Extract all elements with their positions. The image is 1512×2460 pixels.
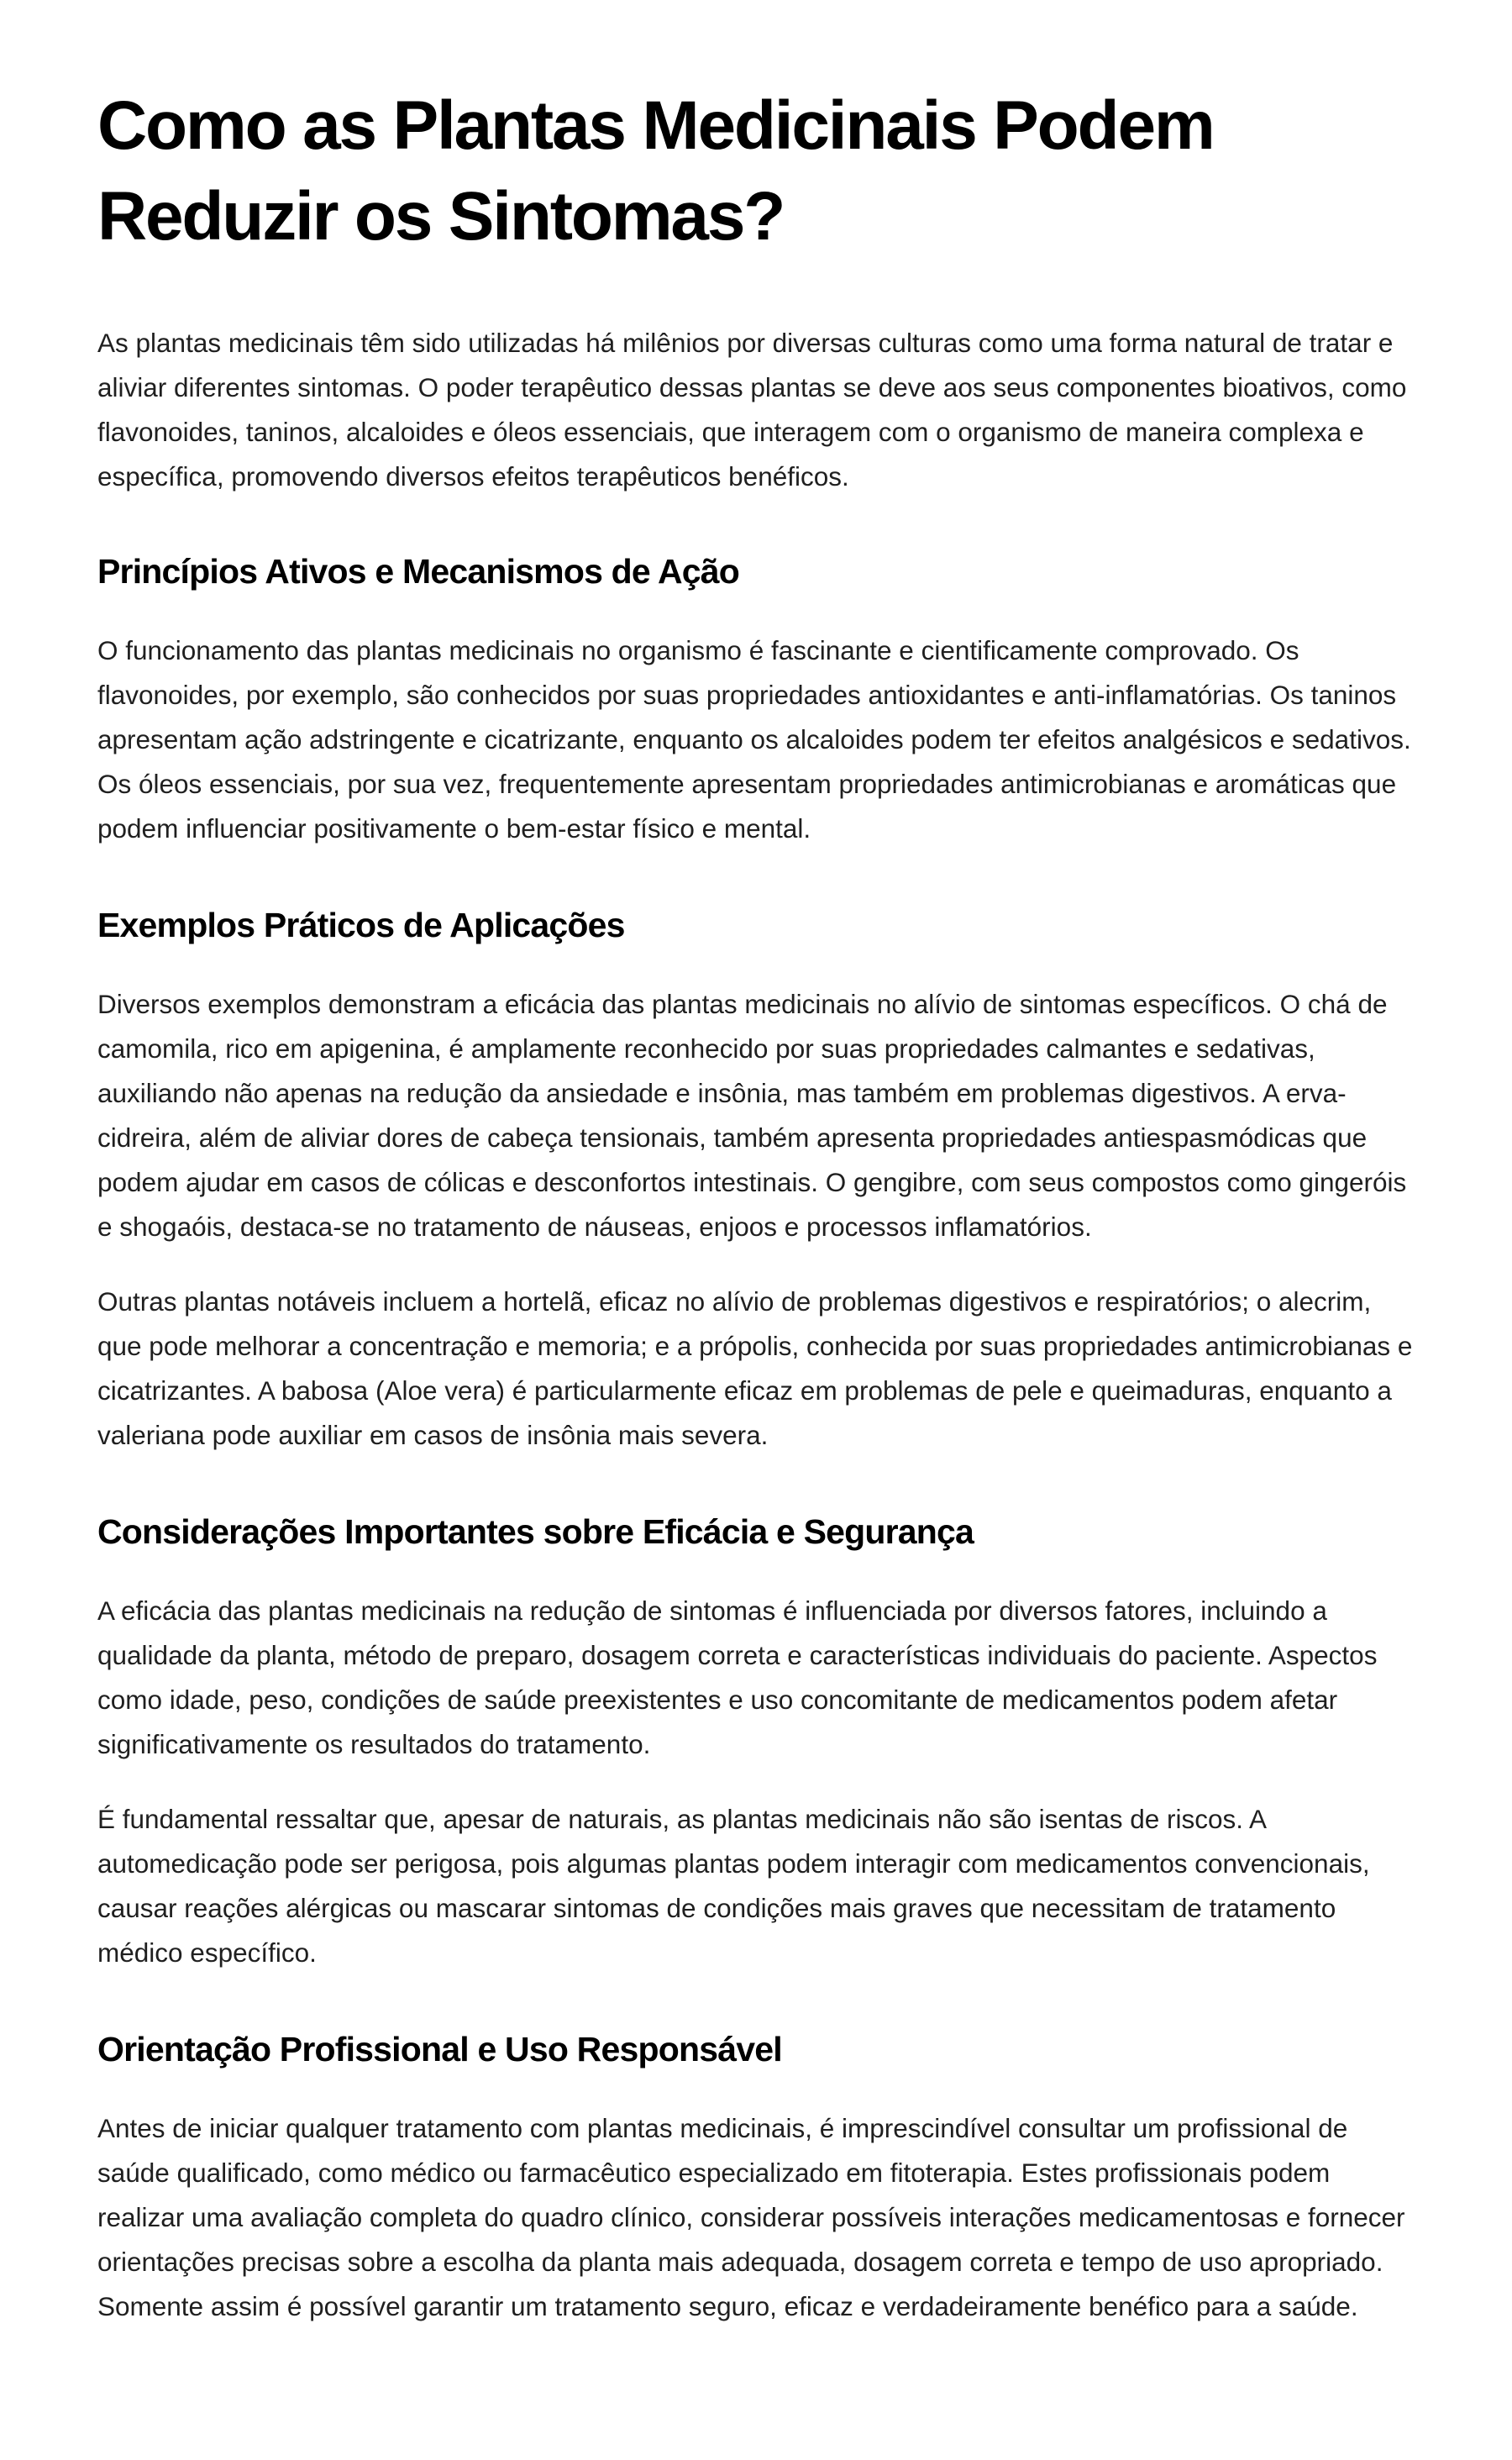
- section-consideracoes: [97, 1508, 1415, 1975]
- intro-paragraph: As plantas medicinais têm sido utilizadas há milênios por diversas culturas como uma forma natural de tratar e aliviar diferentes sintomas. O poder terapêutico dessas plantas se deve aos seus componentes bioativos, como flavonoides, taninos, alcaloides e óleos essenciais, que interagem com o organismo de maneira complexa e específica, promovendo diversos efeitos terapêuticos benéficos.: [97, 328, 1407, 491]
- section-heading: Considerações Importantes sobre Eficácia e Segurança: [97, 1512, 974, 1551]
- section-exemplos-praticos: [97, 901, 1415, 1458]
- section-paragraph: Outras plantas notáveis incluem a hortelã, eficaz no alívio de problemas digestivos e respiratórios; o alecrim, que pode melhorar a concentração e memoria; e a própolis, conhecida por suas propriedades antimicrobianas e cicatrizantes. A babosa (Aloe vera) é particularmente eficaz em problemas de pele e queimaduras, enquanto a valeriana pode auxiliar em casos de insônia mais severa.: [97, 1286, 1413, 1450]
- section-heading: Princípios Ativos e Mecanismos de Ação: [97, 552, 740, 591]
- section-paragraph: A eficácia das plantas medicinais na redução de sintomas é influenciada por diversos fatores, incluindo a qualidade da planta, método de preparo, dosagem correta e características individuais do paciente. Aspectos como idade, peso, condições de saúde preexistentes e uso concomitante de medicamentos podem afetar significativamente os resultados do tratamento.: [97, 1595, 1378, 1759]
- section-paragraph: É fundamental ressaltar que, apesar de naturais, as plantas medicinais não são isentas de riscos. A automedicação pode ser perigosa, pois algumas plantas podem interagir com medicamentos convencionais, causar reações alérgicas ou mascarar sintomas de condições mais graves que necessitam de tratamento médico específico.: [97, 1804, 1370, 1968]
- section-heading: Orientação Profissional e Uso Responsável: [97, 2030, 782, 2068]
- section-orientacao-profissional: [97, 2026, 1415, 2329]
- section-heading: Exemplos Práticos de Aplicações: [97, 906, 625, 944]
- section-paragraph: Diversos exemplos demonstram a eficácia das plantas medicinais no alívio de sintomas específicos. O chá de camomila, rico em apigenina, é amplamente reconhecido por suas propriedades calmantes e sedativas, auxiliando não apenas na redução da ansiedade e insônia, mas também em problemas digestivos. A erva-cidreira, além de aliviar dores de cabeça tensionais, também apresenta propriedades antiespasmódicas que podem ajudar em casos de cólicas e desconfortos intestinais. O gengibre, com seus compostos como gingeróis e shogaóis, destaca-se no tratamento de náuseas, enjoos e processos inflamatórios.: [97, 989, 1407, 1242]
- page-title: Como as Plantas Medicinais Podem Reduzir os Sintomas?: [97, 87, 1214, 255]
- section-paragraph: Antes de iniciar qualquer tratamento com plantas medicinais, é imprescindível consultar um profissional de saúde qualificado, como médico ou farmacêutico especializado em fitoterapia. Estes profissionais podem realizar uma avaliação completa do quadro clínico, considerar possíveis interações medicamentosas e fornecer orientações precisas sobre a escolha da planta mais adequada, dosagem correta e tempo de uso apropriado. Somente assim é possível garantir um tratamento seguro, eficaz e verdadeiramente benéfico para a saúde.: [97, 2113, 1405, 2321]
- section-principios-ativos: [97, 548, 1415, 851]
- section-paragraph: O funcionamento das plantas medicinais no organismo é fascinante e cientificamente comprovado. Os flavonoides, por exemplo, são conhecidos por suas propriedades antioxidantes e anti-inflamatórias. Os taninos apresentam ação adstringente e cicatrizante, enquanto os alcaloides podem ter efeitos analgésicos e sedativos. Os óleos essenciais, por sua vez, frequentemente apresentam propriedades antimicrobianas e aromáticas que podem influenciar positivamente o bem-estar físico e mental.: [97, 635, 1411, 844]
